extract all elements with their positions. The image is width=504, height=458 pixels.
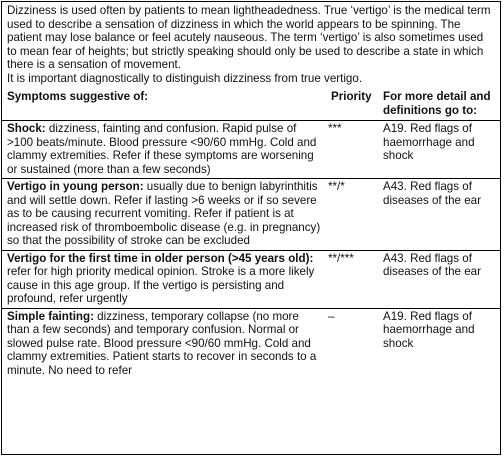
symptoms-table (2, 88, 500, 379)
symptom-title: Simple fainting: (7, 309, 94, 323)
header-priority: Priority (326, 88, 378, 121)
symptom-text: dizziness, temporary collapse (no more than a few seconds) and temporary confusion. Normal or slowed pulse rate. Blood pressure <90/60 mmHg. Cold and clammy extremities. Patient starts to recover in seconds to a minute. No need to refer (7, 309, 317, 377)
symptom-cell (2, 179, 326, 251)
document-page (1, 1, 501, 455)
header-symptoms: Symptoms suggestive of: (2, 88, 326, 121)
symptom-cell (2, 250, 326, 308)
symptom-text: refer for high priority medical opinion. Stroke is a more likely cause in this age group. If the vertigo is persisting and profound, refer urgently (7, 265, 315, 305)
symptom-cell (2, 308, 326, 379)
symptom-title: Vertigo for the first time in older person (>45 years old): (7, 251, 314, 265)
header-detail: For more detail and definitions go to: (378, 88, 500, 121)
table-header-row (2, 88, 500, 121)
symptom-text: usually due to benign labyrinthitis and will settle down. Refer if lasting >6 weeks or if so severe as to be causing recurrent vomiting. Refer if patient is at increased risk of thromboembolic disease (e.g. in pregnancy) so that the possibility of stroke can be excluded (7, 180, 321, 247)
reference-cell: A19. Red flags of haemorrhage and shock (378, 308, 500, 379)
table-row (2, 121, 500, 179)
symptom-title: Vertigo in young person: (7, 180, 144, 193)
symptom-text: dizziness, fainting and confusion. Rapid pulse of >100 beats/minute. Blood pressure <90/60 mmHg. Cold and clammy extremities. Refer if these symptoms are worsening or sustained (more than a few seconds) (7, 122, 317, 176)
priority-cell: **/* (326, 179, 378, 251)
intro-paragraph: Dizziness is used often by patients to mean lightheadedness. True ‘vertigo’ is the medical term used to describe a sensation of dizziness in which the world appears to be spinning. The patient may lose balance or feel acutely nauseous. The term ‘vertigo’ is also sometimes used to mean fear of heights; but strictly speaking should only be used to describe a state in which there is a sensation of movement. (7, 4, 491, 71)
intro-note: It is important diagnostically to distinguish dizziness from true vertigo. (7, 71, 363, 85)
intro-box (2, 2, 500, 88)
symptom-cell (2, 121, 326, 179)
table-row (2, 250, 500, 308)
table-row (2, 179, 500, 251)
reference-cell: A43. Red flags of diseases of the ear (378, 250, 500, 308)
symptom-title: Shock: (7, 122, 46, 135)
reference-cell: A19. Red flags of haemorrhage and shock (383, 122, 475, 162)
reference-cell: A43. Red flags of diseases of the ear (378, 179, 500, 251)
priority-cell: **/*** (326, 250, 378, 308)
priority-cell: – (326, 308, 378, 379)
priority-cell: *** (328, 122, 342, 135)
table-row (2, 308, 500, 379)
